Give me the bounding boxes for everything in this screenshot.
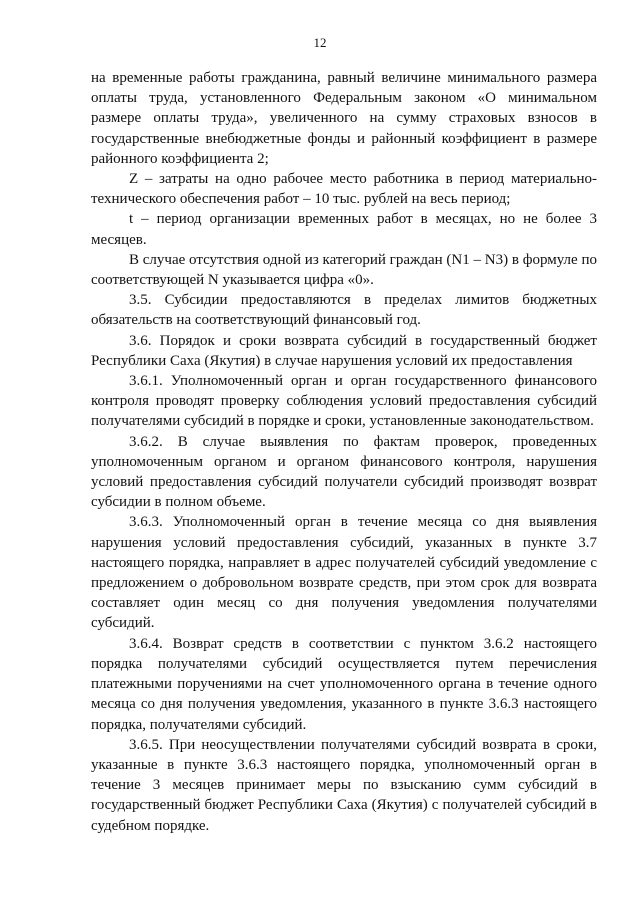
paragraph-t-definition: t – период организации временных работ в месяцах, но не более 3 месяцев. — [91, 211, 597, 248]
page-number: 12 — [313, 35, 327, 50]
paragraph-3-6-5: 3.6.5. При неосуществлении получателями субсидий возврата в сроки, указанные в пункте 3.6.3 настоящего порядка, уполномоченный орган в течение 3 месяцев принимает меры по взысканию сумм субсидий в государственный бюджет Республики Саха (Якутия) с получателей субсидий в судебном порядке. — [91, 736, 597, 834]
paragraph-z-definition: Z – затраты на одно рабочее место работника в период материально-технического обеспечения работ – 10 тыс. рублей на весь период; — [91, 171, 597, 208]
paragraph-continuation: на временные работы гражданина, равный величине минимального размера оплаты труда, установленного Федеральным законом «О минимальном размере оплаты труда», увеличенного на сумму страховых взносов в государственные внебюджетные фонды и районный коэффициент в размере районного коэффициента 2; — [91, 70, 597, 167]
paragraph-3-6-1: 3.6.1. Уполномоченный орган и орган государственного финансового контроля проводят проверку соблюдения условий предоставления субсидий получателями субсидий в порядке и сроки, установленные законодательством. — [91, 373, 597, 430]
paragraph-3-6: 3.6. Порядок и сроки возврата субсидий в государственный бюджет Республики Саха (Якутия) в случае нарушения условий их предоставления — [91, 332, 597, 369]
paragraph-3-6-3: 3.6.3. Уполномоченный орган в течение месяца со дня выявления нарушения условий предоставления субсидий, указанных в пункте 3.7 настоящего порядка, направляет в адрес получателей субсидий уведомление с предложением о добровольном возврате средств, при этом срок для возврата составляет один месяц со дня получения уведомления получателями субсидий. — [91, 514, 597, 632]
document-body — [91, 68, 597, 836]
paragraph-missing-category: В случае отсутствия одной из категорий граждан (N1 – N3) в формуле по соответствующей N указывается цифра «0». — [91, 251, 597, 289]
paragraph-3-6-2: 3.6.2. В случае выявления по фактам проверок, проведенных уполномоченным органом и органом финансового контроля, нарушения условий предоставления субсидий получатели субсидий производят возврат субсидии в полном объеме. — [91, 433, 597, 511]
paragraph-3-6-4: 3.6.4. Возврат средств в соответствии с пунктом 3.6.2 настоящего порядка получателями субсидий осуществляется путем перечисления платежными поручениями на счет уполномоченного органа в течение одного месяца со дня получения уведомления, указанного в пункте 3.6.3 настоящего порядка, получателями субсидий. — [91, 635, 597, 733]
paragraph-3-5: 3.5. Субсидии предоставляются в пределах лимитов бюджетных обязательств на соответствующий финансовый год. — [91, 292, 597, 329]
